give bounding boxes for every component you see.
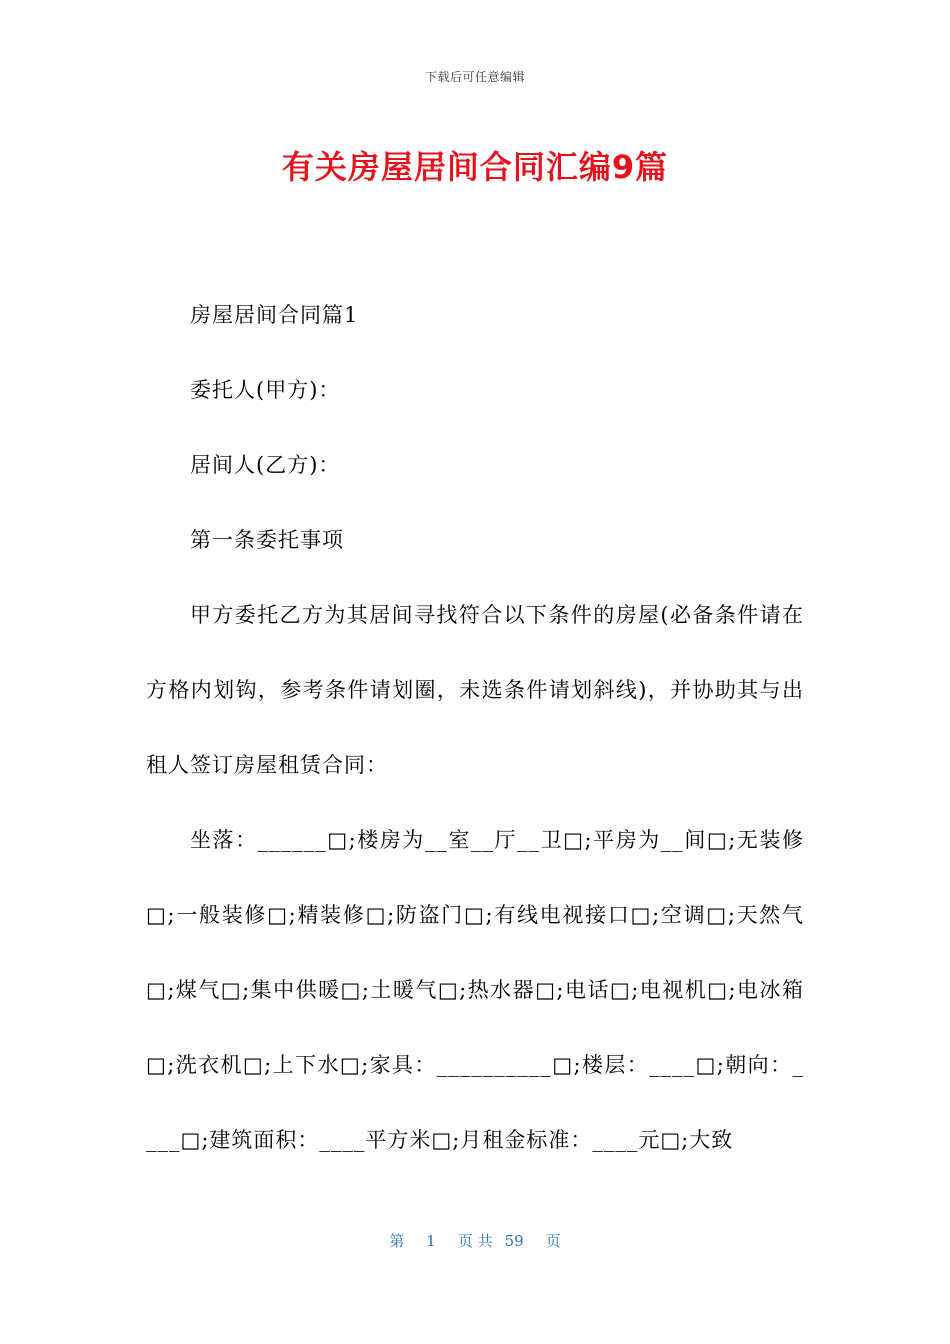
footer-middle: 页 共 xyxy=(457,1232,493,1250)
footer-prefix: 第 xyxy=(389,1232,405,1250)
paragraph: 居间人(乙方)： xyxy=(190,453,341,477)
paragraph: 坐落：______□;楼房为__室__厅__卫□;平房为__间□;无装修□;一般装修□;精装修□;防盗门□;有线电视接口□;空调□;天然气□;煤气□;集中供暖□;土暖气□;热水器□;电话□;电视机□;电冰箱□;洗衣机□;上下水□;家具：__________□;楼层：____□;朝向：____□;建筑面积：____平方米□;月租金标准：____元□;大致 xyxy=(146,828,804,1152)
paragraph: 房屋居间合同篇1 xyxy=(190,303,359,327)
paragraph: 甲方委托乙方为其居间寻找符合以下条件的房屋(必备条件请在方格内划钩，参考条件请划圈，未选条件请划斜线)，并协助其与出租人签订房屋租赁合同： xyxy=(146,603,804,777)
footer-suffix: 页 xyxy=(545,1232,561,1250)
document-body xyxy=(146,278,804,1178)
current-page-number: 1 xyxy=(426,1232,436,1250)
paragraph: 第一条委托事项 xyxy=(190,528,344,552)
page-footer xyxy=(0,1230,950,1251)
document-title: 有关房屋居间合同汇编9篇 xyxy=(281,148,669,186)
total-pages-number: 59 xyxy=(504,1232,524,1250)
paragraph: 委托人(甲方)： xyxy=(190,378,341,402)
header-note: 下载后可任意编辑 xyxy=(424,70,525,84)
